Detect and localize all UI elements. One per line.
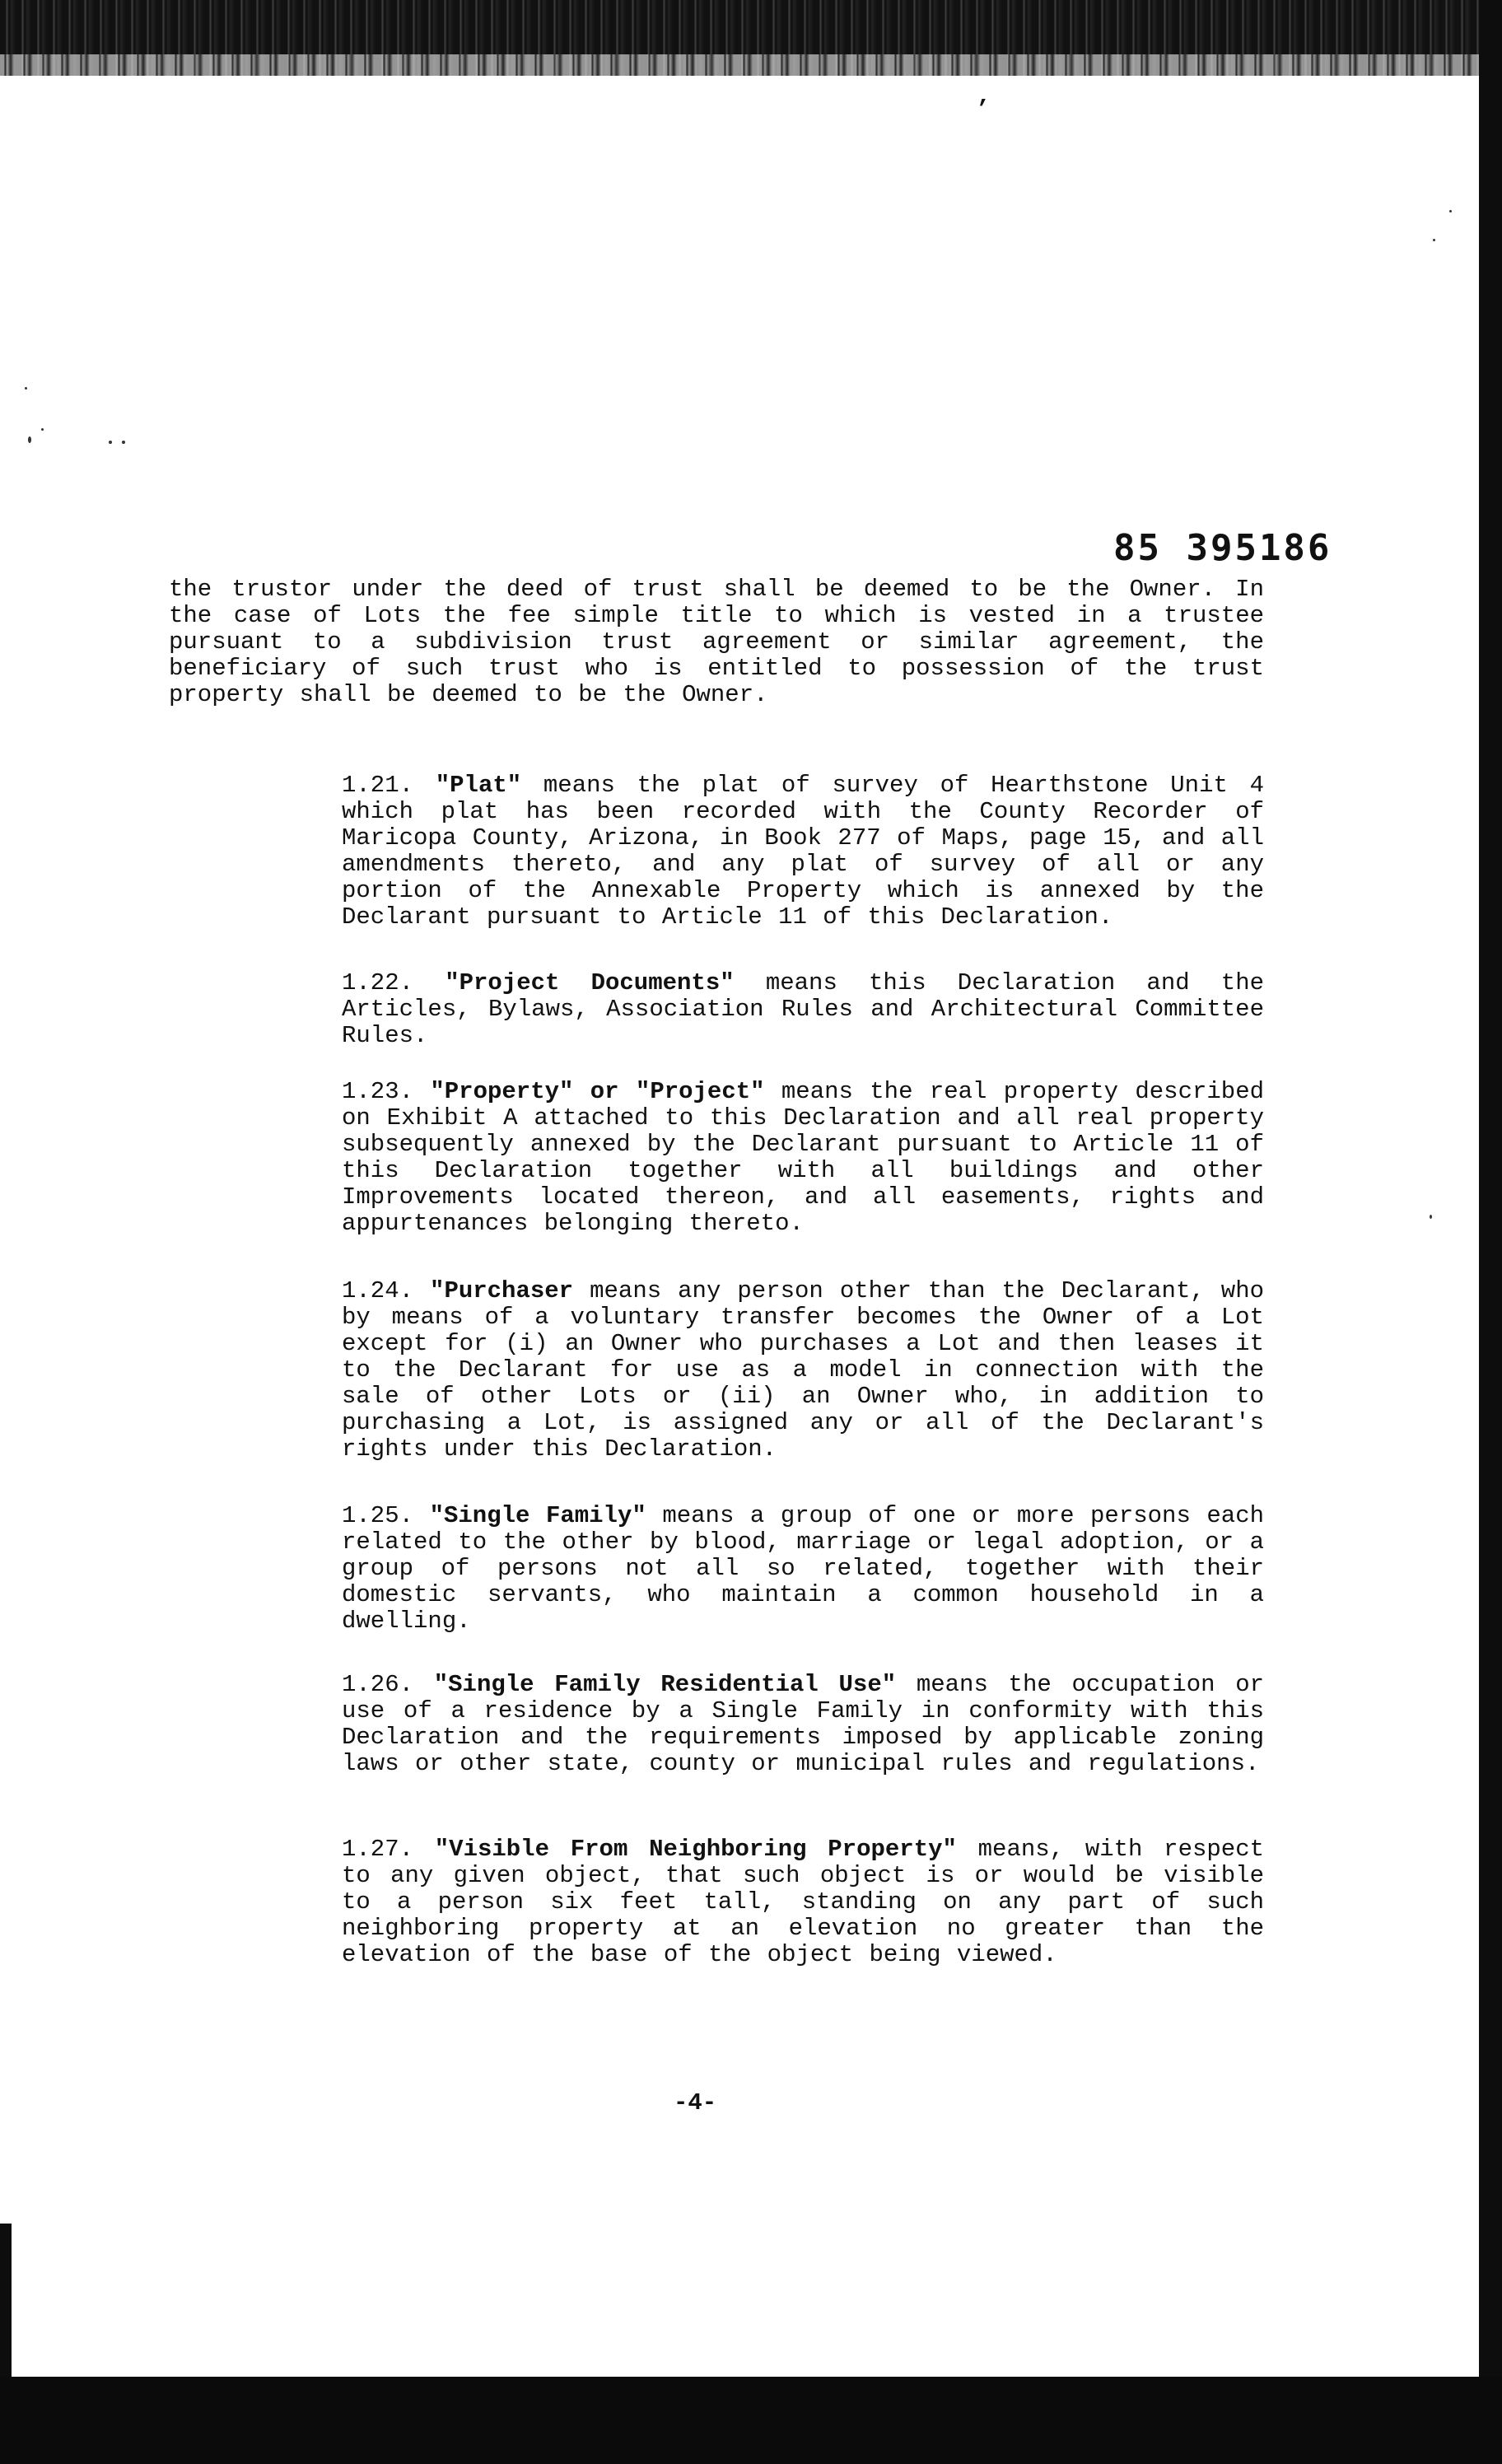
page-number: -4- <box>674 2089 717 2116</box>
defined-term: "Project Documents" <box>445 969 735 996</box>
definition-1-25 <box>169 1503 1264 1635</box>
scan-noise-top <box>0 0 1502 76</box>
section-number: 1.22. <box>342 969 414 996</box>
definition-text: means the real property described on Exhibit A attached to this Declaration and all real property subsequently annexed by the Declarant pursuant to Article 11 of this Declaration together with all buildings and other Improvements located thereon, and all easements, rights and appurtenances belonging thereto. <box>342 1078 1265 1237</box>
section-number: 1.27. <box>342 1836 414 1863</box>
definition-1-27 <box>169 1836 1264 1968</box>
scan-speck <box>122 441 125 444</box>
definition-text: means the plat of survey of Hearthstone Unit 4 which plat has been recorded with the County Recorder of Maricopa County, Arizona, in Book 277 of Maps, page 15, and all amendments thereto, and any plat of survey of all or any portion of the Annexable Property which is annexed by the Declarant pursuant to Article 11 of this Declaration. <box>342 772 1265 931</box>
scan-border-bottom <box>0 2377 1502 2464</box>
scan-speck <box>28 436 31 443</box>
definition-text: means a group of one or more persons each related to the other by blood, marriage or legal adoption, or a group of persons not all so related, together with their domestic servants, who maintain a common household in a dwelling. <box>342 1502 1265 1635</box>
definition-text: means, with respect to any given object, that such object is or would be visible to a person six feet tall, standing on any part of such neighboring property at an elevation no greater than the elevation of the base of the object being viewed. <box>342 1836 1264 1968</box>
section-number: 1.24. <box>342 1277 414 1304</box>
scan-mark: ’ <box>976 97 990 123</box>
defined-term: "Visible From Neighboring Property" <box>434 1836 957 1863</box>
scan-speck <box>109 441 112 444</box>
section-number: 1.23. <box>342 1078 414 1105</box>
scan-speck <box>41 428 44 431</box>
scan-border-right <box>1479 0 1502 2464</box>
scan-speck <box>1433 239 1435 241</box>
section-number: 1.21. <box>342 772 414 799</box>
definition-1-22 <box>169 970 1264 1049</box>
defined-term: "Single Family Residential Use" <box>433 1671 897 1698</box>
scan-border-left <box>0 2224 12 2380</box>
scan-speck <box>1430 1215 1432 1219</box>
definition-1-24 <box>169 1278 1264 1463</box>
recording-number: 85 395186 <box>1113 527 1332 569</box>
section-number: 1.26. <box>342 1671 414 1698</box>
defined-term: "Plat" <box>435 772 522 799</box>
continuation-paragraph <box>169 576 1264 708</box>
definition-1-23 <box>169 1079 1264 1237</box>
defined-term: "Single Family" <box>429 1502 646 1529</box>
defined-term: "Property" or "Project" <box>430 1078 765 1105</box>
scan-speck <box>25 387 27 390</box>
definition-text: means this Declaration and the Articles, Bylaws, Association Rules and Architectural Committee Rules. <box>342 969 1265 1049</box>
paragraph-text: the trustor under the deed of trust shall be deemed to be the Owner. In the case of Lots the fee simple title to which is vested in a trustee pursuant to a subdivision trust agreement or similar agreement, the beneficiary of such trust who is entitled to possession of the trust property shall be deemed to be the Owner. <box>169 576 1264 708</box>
defined-term: "Purchaser <box>430 1277 574 1304</box>
scan-speck <box>1449 210 1452 212</box>
definition-text: means the occupation or use of a residence by a Single Family in conformity with this Declaration and the requirements imposed by applicable zoning laws or other state, county or municipal rules and regulations. <box>342 1671 1265 1777</box>
definition-text: means any person other than the Declarant, who by means of a voluntary transfer becomes the Owner of a Lot except for (i) an Owner who purchases a Lot and then leases it to the Declarant for use as a model in connection with the sale of other Lots or (ii) an Owner who, in addition to purchasing a Lot, is assigned any or all of the Declarant's rights under this Declaration. <box>342 1277 1265 1463</box>
definition-1-21 <box>169 772 1264 931</box>
section-number: 1.25. <box>342 1502 414 1529</box>
definition-1-26 <box>169 1672 1264 1777</box>
